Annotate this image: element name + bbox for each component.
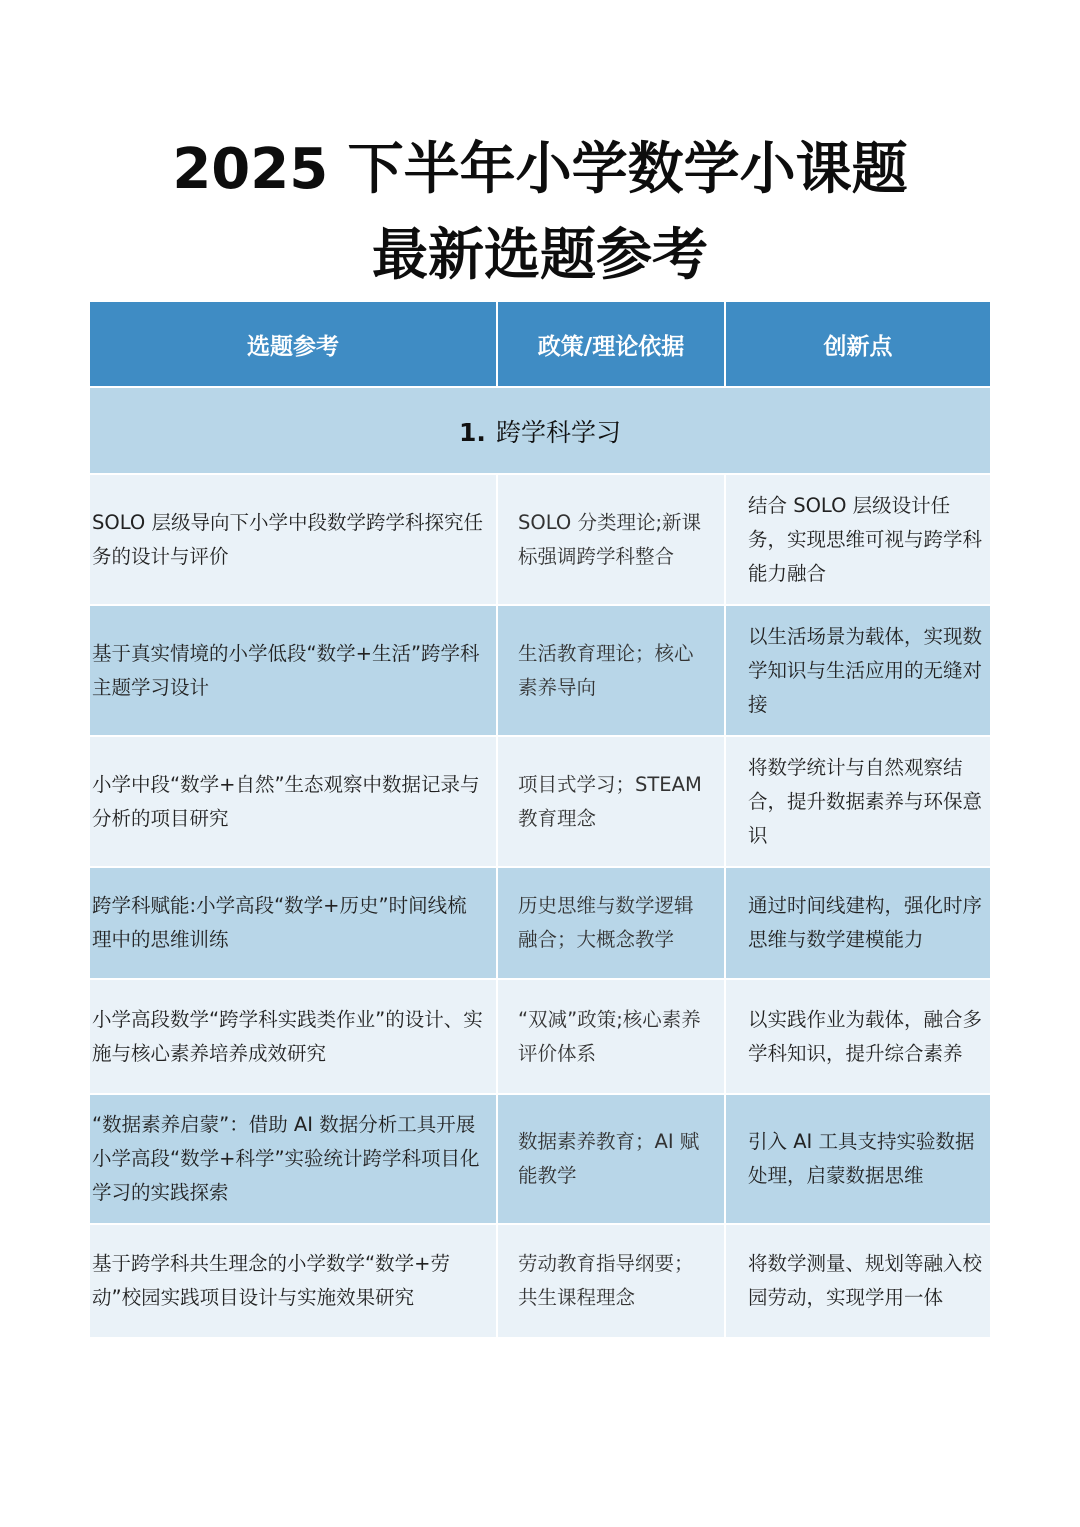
header-innovation: 创新点 xyxy=(725,302,990,387)
topic-cell: 基于真实情境的小学低段“数学+生活”跨学科主题学习设计 xyxy=(90,605,497,736)
page-title-line-1: 2025 下半年小学数学小课题 xyxy=(172,137,908,202)
topics-table-container xyxy=(90,302,990,1337)
policy-cell: 历史思维与数学逻辑融合；大概念教学 xyxy=(497,867,725,979)
header-topic: 选题参考 xyxy=(90,302,497,387)
section-number: 1. xyxy=(459,417,486,447)
topic-cell: SOLO 层级导向下小学中段数学跨学科探究任务的设计与评价 xyxy=(90,474,497,605)
topic-cell: 基于跨学科共生理念的小学数学“数学+劳动”校园实践项目设计与实施效果研究 xyxy=(90,1224,497,1337)
topics-table xyxy=(90,302,990,1337)
innovation-cell: 结合 SOLO 层级设计任务，实现思维可视与跨学科能力融合 xyxy=(725,474,990,605)
table-row xyxy=(90,867,990,979)
section-heading xyxy=(90,387,990,474)
policy-cell: 劳动教育指导纲要；共生课程理念 xyxy=(497,1224,725,1337)
header-policy: 政策/理论依据 xyxy=(497,302,725,387)
page-title-line-2: 最新选题参考 xyxy=(372,223,708,288)
innovation-cell: 以实践作业为载体，融合多学科知识，提升综合素养 xyxy=(725,979,990,1094)
topic-cell: 小学中段“数学+自然”生态观察中数据记录与分析的项目研究 xyxy=(90,736,497,867)
table-header-row xyxy=(90,302,990,387)
policy-cell: SOLO 分类理论;新课标强调跨学科整合 xyxy=(497,474,725,605)
section-row xyxy=(90,387,990,474)
table-row xyxy=(90,1094,990,1224)
table-row xyxy=(90,979,990,1094)
table-row xyxy=(90,605,990,736)
innovation-cell: 将数学测量、规划等融入校园劳动，实现学用一体 xyxy=(725,1224,990,1337)
policy-cell: 生活教育理论；核心素养导向 xyxy=(497,605,725,736)
topic-cell: 跨学科赋能:小学高段“数学+历史”时间线梳理中的思维训练 xyxy=(90,867,497,979)
section-name: 跨学科学习 xyxy=(495,417,621,447)
table-row xyxy=(90,736,990,867)
innovation-cell: 将数学统计与自然观察结合，提升数据素养与环保意识 xyxy=(725,736,990,867)
topic-cell: 小学高段数学“跨学科实践类作业”的设计、实施与核心素养培养成效研究 xyxy=(90,979,497,1094)
innovation-cell: 以生活场景为载体，实现数学知识与生活应用的无缝对接 xyxy=(725,605,990,736)
innovation-cell: 通过时间线建构，强化时序思维与数学建模能力 xyxy=(725,867,990,979)
table-row xyxy=(90,474,990,605)
topic-cell: “数据素养启蒙”：借助 AI 数据分析工具开展小学高段“数学+科学”实验统计跨学科项目化学习的实践探索 xyxy=(90,1094,497,1224)
policy-cell: “双减”政策;核心素养评价体系 xyxy=(497,979,725,1094)
policy-cell: 项目式学习；STEAM 教育理念 xyxy=(497,736,725,867)
policy-cell: 数据素养教育；AI 赋能教学 xyxy=(497,1094,725,1224)
innovation-cell: 引入 AI 工具支持实验数据处理，启蒙数据思维 xyxy=(725,1094,990,1224)
table-row xyxy=(90,1224,990,1337)
